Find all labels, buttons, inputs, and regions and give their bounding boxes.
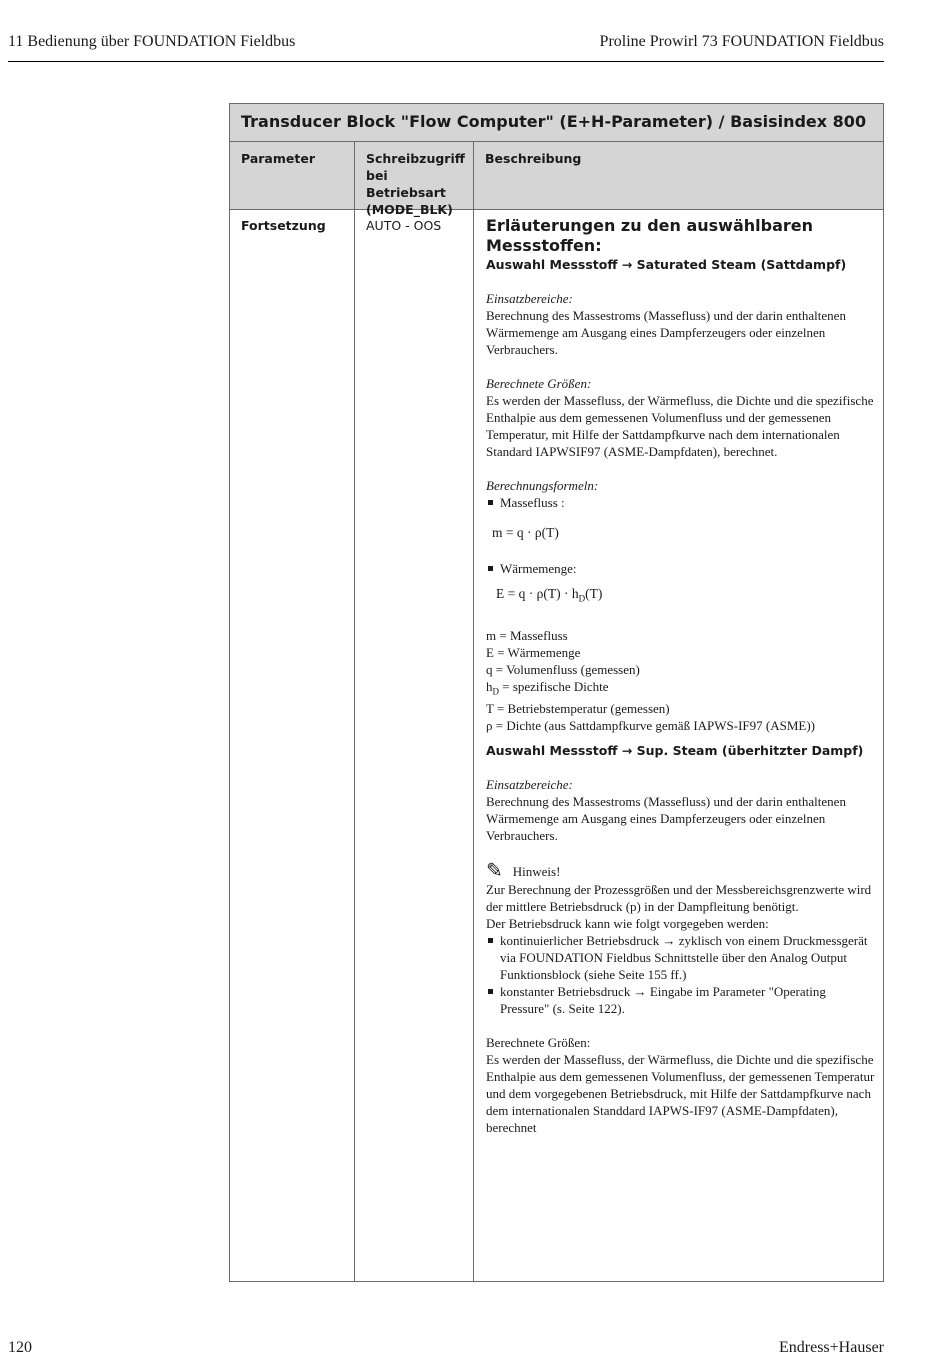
sup-groessen-text: Es werden der Massefluss, der Wärmefluss, die Dichte und die spezifische Enthalpie aus dem gemessenen Volumenfluss, der gemessenen Temperatur und dem vorgegebenen Betriebsdruck, mit Hilfe der Sattdampfkurve nach dem internationalen Standdard IAPWS-IF97 (ASME-Dampfdaten), berechnet [486,1052,875,1136]
legend-line: T = Betriebstemperatur (gemessen) [486,701,670,717]
page-header [8,33,884,62]
hinweis-text: Zur Berechnung der Prozessgrößen und der Messbereichsgrenzwerte wird der mittlere Betriebsdruck (p) in der Dampfleitung benötigt. [486,882,872,915]
formula-waermemenge: $E = q \cdot \rho(T) \cdot h_D(T)$ [496,586,603,604]
parameter-cell: Fortsetzung [241,218,326,233]
table-title-row [230,104,883,142]
sat-einsatz-text: Berechnung des Massestroms (Massefluss) und der darin enthaltenen Wärmemenge am Ausgang eines Dampferzeugers oder einzelnen Verbrauchers. [486,308,846,357]
pressure-bullet: konstanter Betriebsdruck → Eingabe im Parameter "Operating Pressure" (s. Seite 122). [486,983,878,1017]
formula-massefluss: m = q · ρ(T) [492,525,559,540]
description-cell [486,216,878,1136]
document-title: Proline Prowirl 73 FOUNDATION Fieldbus [599,33,884,50]
legend-line: q = Volumenfluss (gemessen) [486,661,640,677]
chapter-title: 11 Bedienung über FOUNDATION Fieldbus [8,33,296,50]
access-cell: AUTO - OOS [366,218,442,233]
column-header-description: Beschreibung [485,151,582,166]
legend-line: m = Massefluss [486,627,568,643]
sat-groessen-text: Es werden der Massefluss, der Wärmefluss, die Dichte und die spezifische Enthalpie aus dem gemessenen Volumenfluss und der gemessenen Temperatur, mit Hilfe der Sattdampfkurve nach dem internationalen Standard IAPWSIF97 (ASME-Dampfdaten), berechnet. [486,393,874,459]
hinweis-label: Hinweis! [512,863,561,879]
pressure-bullet: kontinuierlicher Betriebsdruck → zyklisch von einem Druckmessgerät via FOUNDATION Fieldbus Schnittstelle über den Analog Output Funktionsblock (siehe Seite 155 ff.) [486,932,878,983]
formula-bullet-massefluss: Massefluss : [486,494,878,511]
formeln-label: Berechnungsformeln: [486,478,599,493]
description-heading: Erläuterungen zu den auswählbaren Messstoffen: [486,216,814,255]
sup-einsatz-label: Einsatzbereiche: [486,777,573,793]
page-number: 120 [8,1339,32,1356]
sat-einsatz-label: Einsatzbereiche: [486,291,573,306]
parameter-table [229,103,884,1282]
table-title: Transducer Block "Flow Computer" (E+H-Parameter) / Basisindex 800 [241,112,867,131]
brand-name: Endress+Hauser [779,1339,884,1356]
pencil-icon: ✎ [486,860,503,883]
column-header-parameter: Parameter [241,151,315,166]
sup-groessen-label: Berechnete Größen: [486,1035,591,1051]
hinweis-note [486,861,878,881]
column-header-access: Schreibzugriff bei Betriebsart (MODE_BLK) [366,151,465,217]
column-divider [354,142,355,1281]
column-divider [473,142,474,1281]
formula-bullet-waermemenge: Wärmemenge: [486,560,878,577]
legend-line: $h_D$ = spezifische Dichte [486,678,609,697]
legend-line: E = Wärmemenge [486,644,581,660]
legend-line: ρ = Dichte (aus Sattdampfkurve gemäß IAPWS-IF97 (ASME)) [486,718,816,734]
sat-groessen-label: Berechnete Größen: [486,376,592,391]
sup-einsatz-text: Berechnung des Massestroms (Massefluss) und der darin enthaltenen Wärmemenge am Ausgang eines Dampferzeugers oder einzelnen Verbrauchers. [486,794,846,844]
superheated-steam-title: Auswahl Messstoff → Sup. Steam (überhitzter Dampf) [486,743,864,759]
saturated-steam-title: Auswahl Messstoff → Saturated Steam (Sattdampf) [486,257,847,272]
hinweis-text: Der Betriebsdruck kann wie folgt vorgegeben werden: [486,916,769,932]
